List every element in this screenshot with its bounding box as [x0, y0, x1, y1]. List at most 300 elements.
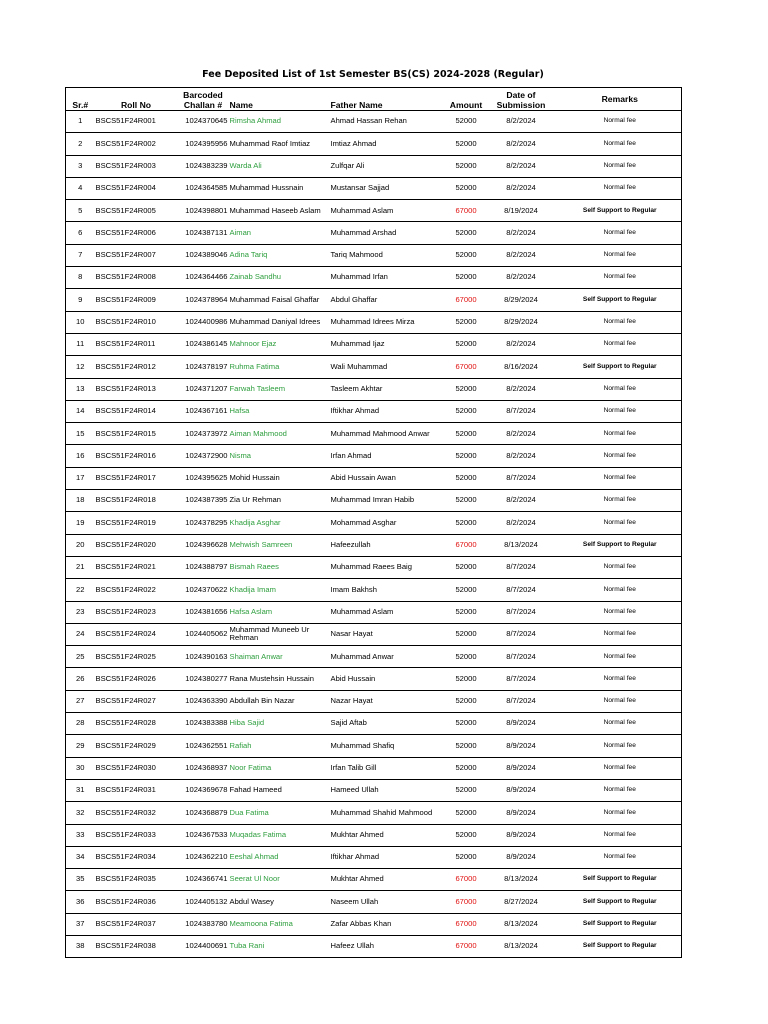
- row-father-name: Muhammad Raees Baig: [330, 556, 449, 578]
- row-challan: 1024400986: [178, 311, 229, 333]
- row-sr: 15: [66, 423, 95, 445]
- row-amount: 52000: [449, 690, 484, 712]
- table-row: [66, 400, 682, 422]
- row-amount: 67000: [449, 534, 484, 556]
- row-father-name: Irfan Talib Gill: [330, 757, 449, 779]
- row-name: Muhammad Faisal Ghaffar: [229, 289, 330, 311]
- row-father-name: Muhammad Imran Habib: [330, 490, 449, 512]
- row-remarks: Normal fee: [559, 490, 682, 512]
- row-amount: 52000: [449, 757, 484, 779]
- row-name: Ruhma Fatima: [229, 356, 330, 378]
- table-row: [66, 177, 682, 199]
- header-sr: Sr.#: [66, 88, 95, 111]
- document-title: Fee Deposited List of 1st Semester BS(CS) 2024-2028 (Regular): [202, 69, 544, 80]
- row-sr: 25: [66, 646, 95, 668]
- row-date: 8/29/2024: [484, 311, 559, 333]
- row-sr: 12: [66, 356, 95, 378]
- row-amount: 52000: [449, 333, 484, 355]
- row-sr: 16: [66, 445, 95, 467]
- header-challan-line1: Barcoded: [183, 90, 223, 100]
- row-remarks: Normal fee: [559, 713, 682, 735]
- row-sr: 32: [66, 802, 95, 824]
- row-remarks: Normal fee: [559, 333, 682, 355]
- row-remarks: Normal fee: [559, 512, 682, 534]
- table-row: [66, 579, 682, 601]
- row-roll-no: BSCS51F24R003: [95, 155, 178, 177]
- row-remarks: Normal fee: [559, 311, 682, 333]
- row-roll-no: BSCS51F24R017: [95, 467, 178, 489]
- row-father-name: Hameed Ullah: [330, 779, 449, 801]
- table-row: [66, 333, 682, 355]
- row-date: 8/9/2024: [484, 779, 559, 801]
- row-date: 8/29/2024: [484, 289, 559, 311]
- row-challan: 1024389046: [178, 244, 229, 266]
- row-date: 8/2/2024: [484, 512, 559, 534]
- row-remarks: Normal fee: [559, 267, 682, 289]
- row-roll-no: BSCS51F24R020: [95, 534, 178, 556]
- row-sr: 28: [66, 713, 95, 735]
- row-father-name: Muhammad Anwar: [330, 646, 449, 668]
- row-sr: 8: [66, 267, 95, 289]
- row-challan: 1024380277: [178, 668, 229, 690]
- row-sr: 1: [66, 111, 95, 133]
- row-date: 8/13/2024: [484, 913, 559, 935]
- row-remarks: Normal fee: [559, 423, 682, 445]
- row-remarks: Normal fee: [559, 133, 682, 155]
- row-remarks: Normal fee: [559, 601, 682, 623]
- row-challan: 1024390163: [178, 646, 229, 668]
- row-father-name: Wali Muhammad: [330, 356, 449, 378]
- row-name: Zainab Sandhu: [229, 267, 330, 289]
- row-sr: 18: [66, 490, 95, 512]
- row-father-name: Irfan Ahmad: [330, 445, 449, 467]
- row-sr: 5: [66, 200, 95, 222]
- row-date: 8/7/2024: [484, 556, 559, 578]
- header-date-line1: Date of: [506, 90, 536, 100]
- row-date: 8/2/2024: [484, 445, 559, 467]
- row-sr: 34: [66, 846, 95, 868]
- fee-table: [65, 87, 682, 958]
- table-row: [66, 779, 682, 801]
- row-name: Khadija Imam: [229, 579, 330, 601]
- row-roll-no: BSCS51F24R010: [95, 311, 178, 333]
- row-sr: 17: [66, 467, 95, 489]
- row-date: 8/9/2024: [484, 735, 559, 757]
- row-amount: 52000: [449, 668, 484, 690]
- row-challan: 1024369678: [178, 779, 229, 801]
- row-amount: 52000: [449, 155, 484, 177]
- row-name: Muhammad Raof Imtiaz: [229, 133, 330, 155]
- row-roll-no: BSCS51F24R019: [95, 512, 178, 534]
- row-roll-no: BSCS51F24R023: [95, 601, 178, 623]
- row-challan: 1024398801: [178, 200, 229, 222]
- row-father-name: Hafeezullah: [330, 534, 449, 556]
- row-date: 8/2/2024: [484, 244, 559, 266]
- table-row: [66, 646, 682, 668]
- row-date: 8/7/2024: [484, 579, 559, 601]
- row-amount: 52000: [449, 423, 484, 445]
- row-challan: 1024388797: [178, 556, 229, 578]
- row-challan: 1024372900: [178, 445, 229, 467]
- row-remarks: Normal fee: [559, 779, 682, 801]
- row-remarks: Normal fee: [559, 646, 682, 668]
- header-date: [484, 88, 559, 111]
- row-sr: 27: [66, 690, 95, 712]
- row-roll-no: BSCS51F24R035: [95, 869, 178, 891]
- row-amount: 52000: [449, 222, 484, 244]
- row-roll-no: BSCS51F24R036: [95, 891, 178, 913]
- row-date: 8/2/2024: [484, 423, 559, 445]
- header-amount: Amount: [449, 88, 484, 111]
- row-name: Aiman Mahmood: [229, 423, 330, 445]
- row-date: 8/2/2024: [484, 333, 559, 355]
- row-amount: 52000: [449, 311, 484, 333]
- row-name: Shaiman Anwar: [229, 646, 330, 668]
- row-name: Khadija Asghar: [229, 512, 330, 534]
- row-roll-no: BSCS51F24R005: [95, 200, 178, 222]
- row-name: Meamoona Fatima: [229, 913, 330, 935]
- row-name: Hafsa: [229, 400, 330, 422]
- row-challan: 1024371207: [178, 378, 229, 400]
- row-name: Eeshal Ahmad: [229, 846, 330, 868]
- row-name: Muhammad Hussnain: [229, 177, 330, 199]
- row-remarks: Normal fee: [559, 445, 682, 467]
- row-father-name: Iftikhar Ahmad: [330, 400, 449, 422]
- row-name: Muhammad Haseeb Aslam: [229, 200, 330, 222]
- row-name: Abdul Wasey: [229, 891, 330, 913]
- row-roll-no: BSCS51F24R002: [95, 133, 178, 155]
- row-father-name: Tariq Mahmood: [330, 244, 449, 266]
- row-sr: 37: [66, 913, 95, 935]
- row-roll-no: BSCS51F24R021: [95, 556, 178, 578]
- row-roll-no: BSCS51F24R013: [95, 378, 178, 400]
- row-remarks: Normal fee: [559, 400, 682, 422]
- row-roll-no: BSCS51F24R022: [95, 579, 178, 601]
- table-row: [66, 601, 682, 623]
- table-row: [66, 222, 682, 244]
- row-date: 8/7/2024: [484, 400, 559, 422]
- row-sr: 7: [66, 244, 95, 266]
- row-name: Abdullah Bin Nazar: [229, 690, 330, 712]
- row-challan: 1024367161: [178, 400, 229, 422]
- row-roll-no: BSCS51F24R028: [95, 713, 178, 735]
- row-amount: 52000: [449, 556, 484, 578]
- table-row: [66, 490, 682, 512]
- row-date: 8/7/2024: [484, 467, 559, 489]
- row-remarks: Normal fee: [559, 244, 682, 266]
- row-date: 8/9/2024: [484, 824, 559, 846]
- row-challan: 1024405062: [178, 623, 229, 645]
- row-roll-no: BSCS51F24R006: [95, 222, 178, 244]
- row-father-name: Sajid Aftab: [330, 713, 449, 735]
- row-remarks: Self Support to Regular: [559, 869, 682, 891]
- row-father-name: Muhammad Aslam: [330, 601, 449, 623]
- row-remarks: Normal fee: [559, 111, 682, 133]
- table-row: [66, 311, 682, 333]
- row-remarks: Self Support to Regular: [559, 200, 682, 222]
- row-challan: 1024395625: [178, 467, 229, 489]
- table-header-row: [66, 88, 682, 111]
- header-challan-line2: Challan #: [183, 100, 223, 110]
- row-name: Muhammad Muneeb Ur Rehman: [229, 623, 330, 645]
- row-sr: 36: [66, 891, 95, 913]
- row-date: 8/13/2024: [484, 935, 559, 957]
- row-remarks: Normal fee: [559, 757, 682, 779]
- row-amount: 52000: [449, 378, 484, 400]
- row-name: Rana Mustehsin Hussain: [229, 668, 330, 690]
- table-row: [66, 423, 682, 445]
- row-remarks: Normal fee: [559, 556, 682, 578]
- table-row: [66, 713, 682, 735]
- row-roll-no: BSCS51F24R033: [95, 824, 178, 846]
- row-amount: 67000: [449, 913, 484, 935]
- row-father-name: Muhammad Mahmood Anwar: [330, 423, 449, 445]
- row-amount: 52000: [449, 133, 484, 155]
- row-father-name: Imtiaz Ahmad: [330, 133, 449, 155]
- row-sr: 22: [66, 579, 95, 601]
- row-date: 8/9/2024: [484, 846, 559, 868]
- row-amount: 52000: [449, 601, 484, 623]
- row-name: Zia Ur Rehman: [229, 490, 330, 512]
- row-challan: 1024386145: [178, 333, 229, 355]
- row-remarks: Normal fee: [559, 467, 682, 489]
- row-challan: 1024363390: [178, 690, 229, 712]
- header-challan: [178, 88, 229, 111]
- row-date: 8/9/2024: [484, 802, 559, 824]
- row-amount: 52000: [449, 177, 484, 199]
- row-date: 8/7/2024: [484, 690, 559, 712]
- row-sr: 35: [66, 869, 95, 891]
- row-date: 8/2/2024: [484, 155, 559, 177]
- row-date: 8/19/2024: [484, 200, 559, 222]
- row-roll-no: BSCS51F24R038: [95, 935, 178, 957]
- row-date: 8/7/2024: [484, 601, 559, 623]
- row-challan: 1024405132: [178, 891, 229, 913]
- row-name: Rimsha Ahmad: [229, 111, 330, 133]
- row-sr: 24: [66, 623, 95, 645]
- row-roll-no: BSCS51F24R009: [95, 289, 178, 311]
- row-remarks: Normal fee: [559, 690, 682, 712]
- row-amount: 52000: [449, 646, 484, 668]
- row-date: 8/2/2024: [484, 111, 559, 133]
- row-challan: 1024383388: [178, 713, 229, 735]
- row-challan: 1024370622: [178, 579, 229, 601]
- row-name: Hafsa Aslam: [229, 601, 330, 623]
- header-roll-no: Roll No: [95, 88, 178, 111]
- row-name: Farwah Tasleem: [229, 378, 330, 400]
- row-amount: 67000: [449, 200, 484, 222]
- row-roll-no: BSCS51F24R011: [95, 333, 178, 355]
- table-row: [66, 512, 682, 534]
- row-roll-no: BSCS51F24R008: [95, 267, 178, 289]
- row-father-name: Abid Hussain: [330, 668, 449, 690]
- row-father-name: Mukhtar Ahmed: [330, 824, 449, 846]
- row-amount: 52000: [449, 846, 484, 868]
- row-amount: 52000: [449, 779, 484, 801]
- row-name: Hiba Sajid: [229, 713, 330, 735]
- row-roll-no: BSCS51F24R029: [95, 735, 178, 757]
- row-challan: 1024400691: [178, 935, 229, 957]
- row-sr: 9: [66, 289, 95, 311]
- table-row: [66, 133, 682, 155]
- row-sr: 20: [66, 534, 95, 556]
- table-row: [66, 155, 682, 177]
- table-row: [66, 935, 682, 957]
- row-father-name: Abid Hussain Awan: [330, 467, 449, 489]
- row-remarks: Self Support to Regular: [559, 913, 682, 935]
- row-father-name: Muhammad Shahid Mahmood: [330, 802, 449, 824]
- row-roll-no: BSCS51F24R001: [95, 111, 178, 133]
- row-remarks: Self Support to Regular: [559, 534, 682, 556]
- row-roll-no: BSCS51F24R007: [95, 244, 178, 266]
- row-sr: 13: [66, 378, 95, 400]
- row-challan: 1024396628: [178, 534, 229, 556]
- row-remarks: Normal fee: [559, 824, 682, 846]
- row-sr: 2: [66, 133, 95, 155]
- row-remarks: Normal fee: [559, 668, 682, 690]
- row-challan: 1024383780: [178, 913, 229, 935]
- row-name: Adina Tariq: [229, 244, 330, 266]
- row-sr: 33: [66, 824, 95, 846]
- row-name: Noor Fatima: [229, 757, 330, 779]
- row-challan: 1024387131: [178, 222, 229, 244]
- row-amount: 52000: [449, 244, 484, 266]
- row-date: 8/2/2024: [484, 267, 559, 289]
- table-row: [66, 289, 682, 311]
- row-father-name: Imam Bakhsh: [330, 579, 449, 601]
- row-challan: 1024370645: [178, 111, 229, 133]
- row-amount: 52000: [449, 735, 484, 757]
- table-row: [66, 556, 682, 578]
- table-row: [66, 757, 682, 779]
- table-row: [66, 378, 682, 400]
- table-row: [66, 623, 682, 645]
- row-name: Mahnoor Ejaz: [229, 333, 330, 355]
- row-name: Muqadas Fatima: [229, 824, 330, 846]
- row-amount: 52000: [449, 623, 484, 645]
- row-amount: 52000: [449, 445, 484, 467]
- row-name: Seerat Ul Noor: [229, 869, 330, 891]
- row-roll-no: BSCS51F24R027: [95, 690, 178, 712]
- row-roll-no: BSCS51F24R018: [95, 490, 178, 512]
- row-father-name: Muhammad Irfan: [330, 267, 449, 289]
- row-sr: 26: [66, 668, 95, 690]
- row-date: 8/2/2024: [484, 378, 559, 400]
- row-name: Muhammad Daniyal Idrees: [229, 311, 330, 333]
- row-father-name: Zafar Abbas Khan: [330, 913, 449, 935]
- row-amount: 52000: [449, 713, 484, 735]
- row-date: 8/27/2024: [484, 891, 559, 913]
- row-sr: 30: [66, 757, 95, 779]
- row-father-name: Muhammad Arshad: [330, 222, 449, 244]
- table-row: [66, 913, 682, 935]
- row-amount: 52000: [449, 400, 484, 422]
- row-amount: 52000: [449, 579, 484, 601]
- row-date: 8/13/2024: [484, 534, 559, 556]
- row-father-name: Abdul Ghaffar: [330, 289, 449, 311]
- row-father-name: Tasleem Akhtar: [330, 378, 449, 400]
- table-row: [66, 891, 682, 913]
- row-amount: 67000: [449, 869, 484, 891]
- row-amount: 52000: [449, 802, 484, 824]
- row-roll-no: BSCS51F24R024: [95, 623, 178, 645]
- row-sr: 10: [66, 311, 95, 333]
- row-remarks: Normal fee: [559, 623, 682, 645]
- header-remarks: Remarks: [559, 88, 682, 111]
- row-challan: 1024378197: [178, 356, 229, 378]
- row-date: 8/13/2024: [484, 869, 559, 891]
- row-date: 8/2/2024: [484, 222, 559, 244]
- row-challan: 1024373972: [178, 423, 229, 445]
- row-amount: 52000: [449, 824, 484, 846]
- row-name: Nisma: [229, 445, 330, 467]
- row-roll-no: BSCS51F24R014: [95, 400, 178, 422]
- row-challan: 1024383239: [178, 155, 229, 177]
- row-roll-no: BSCS51F24R030: [95, 757, 178, 779]
- row-father-name: Ahmad Hassan Rehan: [330, 111, 449, 133]
- row-date: 8/2/2024: [484, 490, 559, 512]
- row-father-name: Mohammad Asghar: [330, 512, 449, 534]
- table-row: [66, 267, 682, 289]
- row-father-name: Nasar Hayat: [330, 623, 449, 645]
- row-roll-no: BSCS51F24R004: [95, 177, 178, 199]
- row-remarks: Normal fee: [559, 378, 682, 400]
- row-date: 8/2/2024: [484, 133, 559, 155]
- row-father-name: Hafeez Ullah: [330, 935, 449, 957]
- row-name: Tuba Rani: [229, 935, 330, 957]
- row-amount: 52000: [449, 512, 484, 534]
- row-roll-no: BSCS51F24R015: [95, 423, 178, 445]
- row-remarks: Normal fee: [559, 155, 682, 177]
- row-date: 8/7/2024: [484, 646, 559, 668]
- header-name: Name: [229, 88, 330, 111]
- row-father-name: Iftikhar Ahmad: [330, 846, 449, 868]
- row-remarks: Self Support to Regular: [559, 935, 682, 957]
- row-father-name: Mukhtar Ahmed: [330, 869, 449, 891]
- row-name: Fahad Hameed: [229, 779, 330, 801]
- row-remarks: Normal fee: [559, 579, 682, 601]
- row-name: Dua Fatima: [229, 802, 330, 824]
- row-amount: 52000: [449, 111, 484, 133]
- row-roll-no: BSCS51F24R032: [95, 802, 178, 824]
- row-challan: 1024362551: [178, 735, 229, 757]
- row-name: Warda Ali: [229, 155, 330, 177]
- row-sr: 4: [66, 177, 95, 199]
- row-father-name: Nazar Hayat: [330, 690, 449, 712]
- header-date-line2: Submission: [496, 100, 546, 110]
- row-father-name: Naseem Ullah: [330, 891, 449, 913]
- row-challan: 1024368937: [178, 757, 229, 779]
- row-name: Bismah Raees: [229, 556, 330, 578]
- row-father-name: Muhammad Ijaz: [330, 333, 449, 355]
- row-roll-no: BSCS51F24R037: [95, 913, 178, 935]
- table-row: [66, 869, 682, 891]
- row-challan: 1024368879: [178, 802, 229, 824]
- row-sr: 6: [66, 222, 95, 244]
- row-challan: 1024378295: [178, 512, 229, 534]
- row-sr: 14: [66, 400, 95, 422]
- row-amount: 52000: [449, 467, 484, 489]
- row-sr: 23: [66, 601, 95, 623]
- table-body: [66, 111, 682, 958]
- row-challan: 1024362210: [178, 846, 229, 868]
- row-roll-no: BSCS51F24R012: [95, 356, 178, 378]
- row-remarks: Normal fee: [559, 222, 682, 244]
- row-remarks: Self Support to Regular: [559, 891, 682, 913]
- row-amount: 67000: [449, 935, 484, 957]
- row-amount: 52000: [449, 267, 484, 289]
- row-sr: 38: [66, 935, 95, 957]
